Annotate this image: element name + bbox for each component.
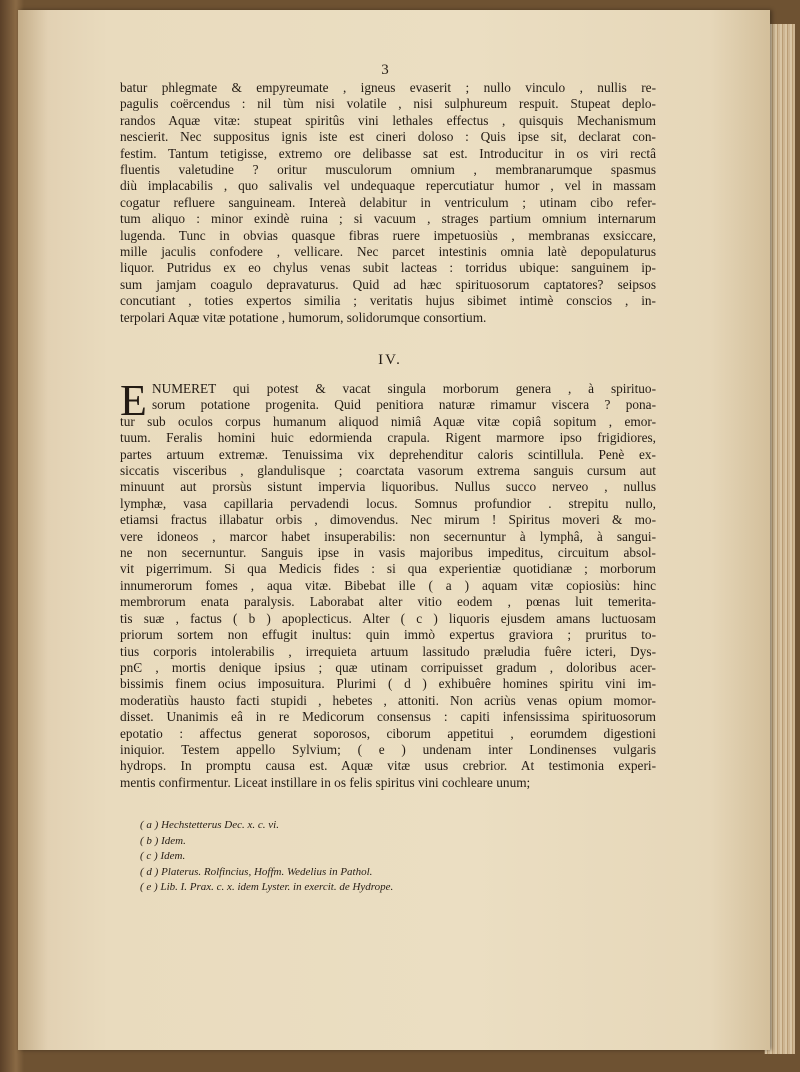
text-line: terpolari Aquæ vitæ potatione , humorum, solidorumque consortium. [120, 309, 487, 325]
text-line: siccatis visceribus , glandulisque ; coarctata vasorum extrema sanguis cursum aut [120, 463, 656, 479]
text-line: membrorum enata paralysis. Laborabat alter vitio eodem , pœnas luit temerita- [120, 594, 656, 610]
text-line: lugenda. Tunc in obvias quasque fibras ruere impetuosiùs , membranas exsiccare, [120, 227, 656, 243]
text-line: liquor. Putridus ex eo chylus venas subit lacteas : torridus ubique: sanguinem ip- [120, 260, 656, 276]
text-line: bissimis finem ocius imposuitura. Plurimi ( d ) exhibuêre homines spiritu vini im- [120, 676, 656, 692]
footnote: ( d ) Platerus. Rolfincius, Hoffm. Wedelius in Pathol. [140, 865, 373, 878]
text-line: tum aliquo : minor exindè ruina ; si vacuum , strages partium omnium internarum [120, 211, 656, 227]
text-line: randos Aquæ vitæ: stupeat spiritûs vini lethales effectus , quisquis Mechanismum [120, 112, 656, 128]
text-line: disset. Unanimis eâ in re Medicorum consensus : capiti infensissima spirituosorum [120, 709, 656, 725]
text-line: sorum potatione progenita. Quid penitiora naturæ rimamur viscera ? pona- [152, 397, 656, 413]
text-line: NUMERET qui potest & vacat singula morborum genera , à spirituo- [152, 381, 656, 396]
footnote: ( a ) Hechstetterus Dec. x. c. vi. [140, 819, 279, 831]
text-line: concutiant , toties expertos similia ; veritatis hujus sibimet intimè conscios , in- [120, 293, 656, 309]
text-line: priorum sortem non effugit inultus: quin immò expertus graviora ; pruritus to- [120, 627, 656, 643]
text-line: sum jamjam coagulo depravaturus. Quid ad hæc spirituosorum captatores? seipsos [120, 276, 656, 292]
text-line: minuunt aut prorsùs sistunt impervia liquoribus. Nullus succo nerveo , nullus [120, 479, 656, 495]
text-line: pagulis coërcendus : nil tùm nisi volatile , nisi sulphureum respuit. Stupeat deplo- [120, 96, 656, 112]
paragraph-1 [120, 80, 656, 326]
text-line: tius corporis intolerabilis , irrequieta artuum lassitudo præludia fuêre icteri, Dys- [120, 643, 656, 659]
text-line: etiamsi fractus illabatur orbis , dimovendus. Nec mirum ! Spiritus moveri & mo- [120, 512, 656, 528]
text-line: tur sub oculos corpus humanum aliquod nimiâ Aquæ vitæ copiâ sopitum , emor- [120, 413, 656, 429]
footnote: ( e ) Lib. I. Prax. c. x. idem Lyster. in exercit. de Hydrope. [140, 881, 394, 893]
text-line: mentis confirmentur. Liceat instillare in os felis spiritus vini cochleare unum; [120, 774, 531, 790]
text-line: vere idoneos , marcor habet insuperabilis: non secernuntur à lymphâ, à sangui- [120, 528, 656, 544]
drop-cap: E [120, 376, 147, 425]
text-line: tuum. Feralis homini huic edormienda crapula. Rigent marmore ipso frigidiores, [120, 430, 656, 446]
text-line: innumerorum fomes , aqua vitæ. Bibebat ille ( a ) aquam vitæ copiosiùs: hinc [120, 577, 656, 593]
text-line: festim. Tantum tetigisse, extremo ore delibasse sat est. Introducitur in os viri rectâ [120, 145, 656, 161]
text-line: batur phlegmate & empyreumate , igneus evaserit ; nullo vinculo , nullis re- [120, 80, 656, 95]
text-line: diù implacabilis , quo salivalis vel undequaque repercutiatur humor , vel in massam [120, 178, 656, 194]
text-line: moderatiùs hausto facti stupidi , hebetes , attoniti. Non acriùs venas opium momor- [120, 692, 656, 708]
text-line: vit pigerrimum. Si qua Medicis fides : si qua experientiæ quotidianæ ; morborum [120, 561, 656, 577]
text-line: mille jaculis confodere , vellicare. Nec parcet intestinis omnia latè depopulaturus [120, 244, 656, 260]
footnotes [140, 818, 640, 896]
section-heading: IV. [378, 352, 402, 368]
paragraph-2 [120, 376, 656, 791]
text-line: partes artuum extremæ. Tenuissima vix deprehenditur caloris scintillula. Penè ex- [120, 446, 656, 462]
text-line: ne non secernuntur. Sanguis ipse in vasis majoribus impeditus, circuitum absol- [120, 545, 656, 561]
text-line: hydrops. In promptu causa est. Aquæ vitæ usus crebrior. At testimonia experi- [120, 758, 656, 774]
text-line: pnϾ , mortis denique ipsius ; quæ utinam corripuisset gradum , doloribus acer- [120, 659, 656, 675]
text-line: lymphæ, vasa capillaria pervadendi locus. Somnus profundior . strepitu nullo, [120, 495, 656, 511]
text-line: cogatur refluere sanguineam. Intereà delabitur in ventriculum ; utinam cibo refer- [120, 194, 656, 210]
footnote: ( b ) Idem. [140, 834, 186, 847]
text-line: fluentis valetudine ? oritur musculorum omnium , membranarumque spasmus [120, 162, 656, 178]
text-line: nescierit. Nec suppositus ignis iste est cineri doloso : Quis ipse sit, declarat con- [120, 129, 656, 145]
text-line: iniquior. Testem appello Sylvium; ( e ) undenam inter Londinenses vulgaris [120, 741, 656, 757]
text-line: epotatio : affectus generat soporosos, ciborum appetitui , eorumdem digestioni [120, 725, 656, 741]
text-line: tis suæ , factus ( b ) apoplecticus. Alter ( c ) liquoris ejusdem amans luctuosam [120, 610, 656, 626]
footnote: ( c ) Idem. [140, 850, 186, 862]
page-number: 3 [381, 62, 389, 78]
